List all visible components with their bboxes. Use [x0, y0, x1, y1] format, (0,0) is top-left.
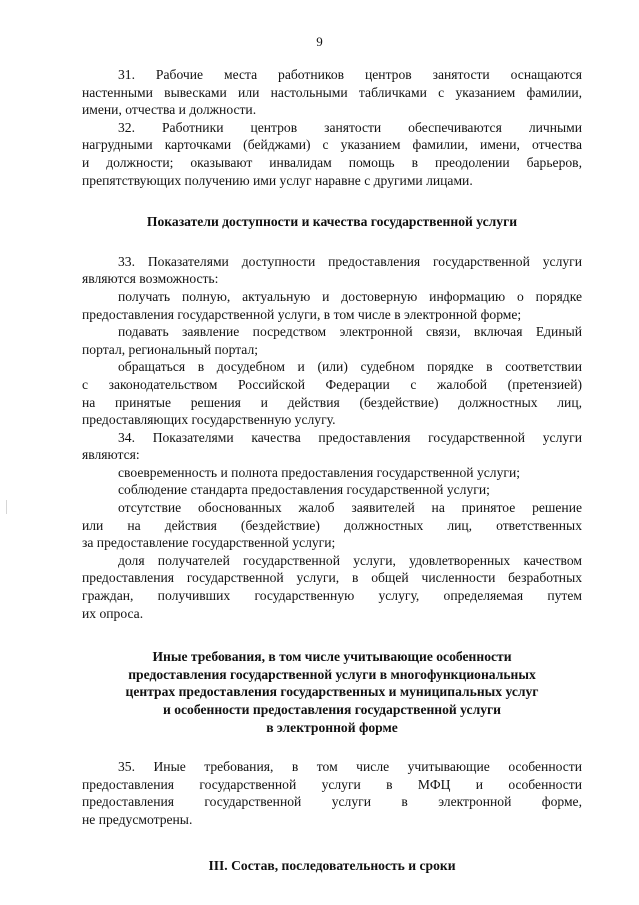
- section-heading-accessibility: Показатели доступности и качества государственной услуги: [146, 214, 518, 230]
- text-line: соблюдение стандарта предоставления государственной услуги;: [118, 482, 490, 498]
- text-line: предоставляющих государственную услугу.: [82, 412, 336, 428]
- paragraph-31: [82, 66, 582, 119]
- text-line: предоставления государственной услуги, в общей численности безработных: [82, 570, 582, 586]
- text-line: нагрудными карточками (бейджами) с указанием фамилии, имени, отчества: [82, 137, 582, 153]
- text-line: 31. Рабочие места работников центров занятости оснащаются: [118, 67, 582, 82]
- text-line: получать полную, актуальную и достоверную информацию о порядке: [118, 288, 582, 304]
- paragraph-33: [82, 253, 582, 429]
- text-line: на принятые решения и действия (бездействие) должностных лиц,: [82, 394, 582, 410]
- text-line: за предоставление государственной услуги;: [82, 535, 336, 551]
- section-heading-other-requirements: [82, 648, 582, 736]
- text-line: обращаться в досудебном и (или) судебном порядке в соответствии: [118, 359, 582, 375]
- text-line: отсутствие обоснованных жалоб заявителей на принятое решение: [118, 500, 582, 516]
- text-line: имени, отчества и должности.: [82, 102, 257, 118]
- text-line: доля получателей государственной услуги, удовлетворенных качеством: [118, 552, 582, 568]
- heading-line: предоставления государственной услуги в многофункциональных: [128, 666, 536, 682]
- text-line: подавать заявление посредством электронной связи, включая Единый: [118, 324, 582, 340]
- text-line: не предусмотрены.: [82, 811, 193, 827]
- text-line: предоставления государственной услуги в электронной форме,: [82, 794, 582, 810]
- section-heading-iii: III. Состав, последовательность и сроки: [208, 857, 456, 873]
- heading-line: и особенности предоставления государственной услуги: [162, 702, 502, 717]
- text-line: своевременность и полнота предоставления государственной услуги;: [118, 464, 521, 480]
- text-line: являются:: [82, 447, 140, 463]
- document-body: [82, 66, 582, 874]
- paragraph-32: [82, 119, 582, 189]
- text-line: 32. Работники центров занятости обеспечиваются личными: [118, 119, 582, 135]
- text-line: или на действия (бездействие) должностных лиц, ответственных: [82, 517, 582, 533]
- heading-line: Иные требования, в том числе учитывающие особенности: [152, 649, 512, 665]
- text-line: препятствующих получению ими услуг наравне с другими лицами.: [82, 172, 473, 188]
- scan-margin-mark: [6, 500, 7, 514]
- text-line: портал, региональный портал;: [82, 341, 259, 357]
- text-line: 35. Иные требования, в том числе учитывающие особенности: [118, 759, 582, 775]
- text-line: 33. Показателями доступности предоставления государственной услуги: [118, 253, 582, 269]
- paragraph-35: [82, 758, 582, 828]
- text-line: являются возможность:: [82, 271, 219, 287]
- text-line: и должности; оказывают инвалидам помощь в преодолении барьеров,: [82, 154, 582, 170]
- heading-line: центрах предоставления государственных и муниципальных услуг: [125, 684, 539, 700]
- text-line: предоставления государственной услуги в МФЦ и особенности: [82, 776, 582, 792]
- heading-line: в электронной форме: [266, 719, 398, 735]
- text-line: 34. Показателями качества предоставления государственной услуги: [118, 429, 582, 445]
- page-number: 9: [316, 34, 323, 49]
- text-line: граждан, получивших государственную услугу, определяемая путем: [82, 588, 582, 604]
- text-line: настенными вывесками или настольными табличками с указанием фамилии,: [82, 84, 582, 100]
- text-line: с законодательством Российской Федерации с жалобой (претензией): [82, 376, 582, 392]
- paragraph-34: [82, 429, 582, 623]
- text-line: их опроса.: [82, 605, 144, 621]
- text-line: предоставления государственной услуги, в том числе в электронной форме;: [82, 306, 522, 322]
